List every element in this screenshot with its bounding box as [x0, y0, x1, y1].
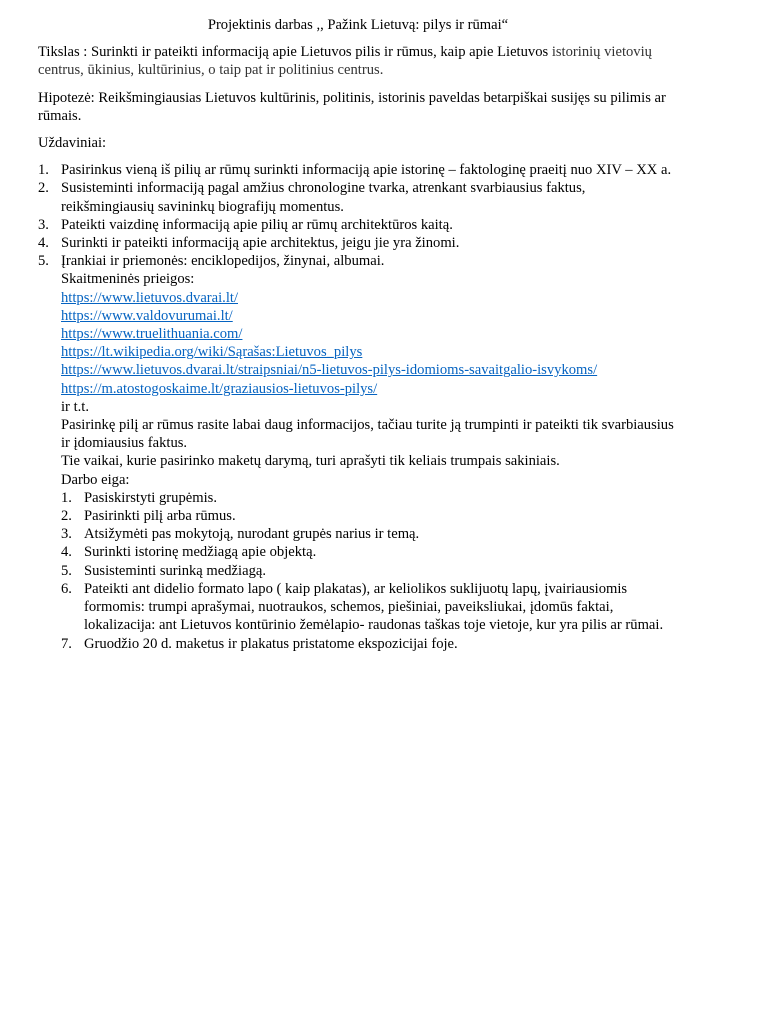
task-text: Pasirinkus vieną iš pilių ar rūmų surinkti informaciją apie istorinę – faktologinę praeitį nuo XIV – XX a. — [61, 162, 672, 179]
hypothesis-paragraph: Hipotezė: Reikšmingiausias Lietuvos kultūrinis, politinis, istorinis paveldas betarpiškai susijęs su pilimis ar rūmais. — [38, 89, 666, 124]
link-wikipedia-pilys[interactable]: https://lt.wikipedia.org/wiki/Sąrašas:Lietuvos_pilys — [61, 344, 363, 361]
task-item — [38, 252, 678, 652]
step-number: 7. — [61, 635, 72, 652]
procedure-step — [61, 635, 678, 653]
procedure-heading: Darbo eiga: — [61, 471, 130, 488]
step-number: 4. — [61, 544, 72, 561]
digital-access-heading: Skaitmeninės prieigos: — [61, 271, 195, 288]
procedure-step — [61, 562, 678, 580]
link-valdovu-rumai[interactable]: https://www.valdovurumai.lt/ — [61, 307, 233, 324]
document-title: Projektinis darbas ,, Pažink Lietuvą: pilys ir rūmai“ — [207, 17, 509, 33]
tasks-heading: Uždaviniai: — [38, 135, 107, 152]
step-number: 3. — [61, 526, 72, 543]
link-truelithuania[interactable]: https://www.truelithuania.com/ — [61, 326, 243, 343]
procedure-steps-list — [61, 489, 678, 653]
step-text: Surinkti istorinę medžiagą apie objektą. — [84, 544, 317, 561]
tasks-list — [38, 161, 678, 652]
goal-paragraph — [38, 43, 678, 79]
task-number: 1. — [38, 162, 49, 179]
step-text: Pasirinkti pilį arba rūmus. — [84, 508, 236, 525]
step-text: Gruodžio 20 d. maketus ir plakatus pristatome ekspozicijai foje. — [84, 635, 458, 652]
document-page — [38, 16, 678, 653]
task-number: 4. — [38, 235, 49, 252]
task-item — [38, 216, 678, 234]
task-text: Pateikti vaizdinę informaciją apie pilių ar rūmų architektūros kaitą. — [61, 216, 453, 233]
etc-text: ir t.t. — [61, 398, 89, 415]
step-text: Pateikti ant didelio formato lapo ( kaip plakatas), ar keliolikos suklijuotų lapų, įvairiausiomis formomis: trumpi aprašymai, nuotraukos, schemos, piešiniai, paveiksliukai, įdomūs faktai, lokalizacija: ant Lietuvos kontūrinio žemėlapio- raudonas taškas toje vietoje, kur yra pilis ar rūmai. — [84, 580, 664, 634]
task-item — [38, 234, 678, 252]
link-atostogoskaime[interactable]: https://m.atostogoskaime.lt/graziausios-lietuvos-pilys/ — [61, 380, 378, 397]
task-text: Surinkti ir pateikti informaciją apie architektus, jeigu jie yra žinomi. — [61, 235, 460, 252]
step-number: 6. — [61, 580, 72, 597]
procedure-step — [61, 507, 678, 525]
task-text: Susisteminti informaciją pagal amžius chronologine tvarka, atrenkant svarbiausius faktus, reikšmingiausių savininkų biografijų momentus. — [61, 180, 586, 215]
goal-text-tail: istorinių vietovių centrus, ūkinius, kultūrinius, o taip pat ir politinius centrus. — [38, 44, 652, 79]
procedure-step — [61, 580, 678, 635]
links-list — [61, 289, 678, 398]
step-text: Susisteminti surinką medžiagą. — [84, 562, 266, 579]
procedure-step — [61, 543, 678, 561]
task-text: Įrankiai ir priemonės: enciklopedijos, žinynai, albumai. — [61, 253, 385, 270]
step-number: 5. — [61, 562, 72, 579]
note-paragraph: Pasirinkę pilį ar rūmus rasite labai daug informacijos, tačiau turite ją trumpinti ir pateikti tik svarbiausius ir įdomiausius faktus. — [61, 417, 674, 452]
note-paragraph: Tie vaikai, kurie pasirinko maketų darymą, turi aprašyti tik keliais trumpais sakiniais. — [61, 453, 560, 470]
step-text: Atsižymėti pas mokytoją, nurodant grupės narius ir temą. — [84, 526, 420, 543]
goal-text: Tikslas : Surinkti ir pateikti informaciją apie Lietuvos pilis ir rūmus, kaip apie Lietuvos — [38, 44, 552, 61]
link-dvarai-straipsnis[interactable]: https://www.lietuvos.dvarai.lt/straipsniai/n5-lietuvos-pilys-idomioms-savaitgalio-isvykoms/ — [61, 362, 598, 379]
step-number: 1. — [61, 489, 72, 506]
task-number: 5. — [38, 253, 49, 270]
procedure-step — [61, 525, 678, 543]
task-number: 2. — [38, 180, 49, 197]
task-item — [38, 161, 678, 179]
procedure-step — [61, 489, 678, 507]
task-item — [38, 179, 678, 215]
task-number: 3. — [38, 216, 49, 233]
step-number: 2. — [61, 508, 72, 525]
step-text: Pasiskirstyti grupėmis. — [84, 489, 217, 506]
link-lietuvos-dvarai[interactable]: https://www.lietuvos.dvarai.lt/ — [61, 289, 238, 306]
